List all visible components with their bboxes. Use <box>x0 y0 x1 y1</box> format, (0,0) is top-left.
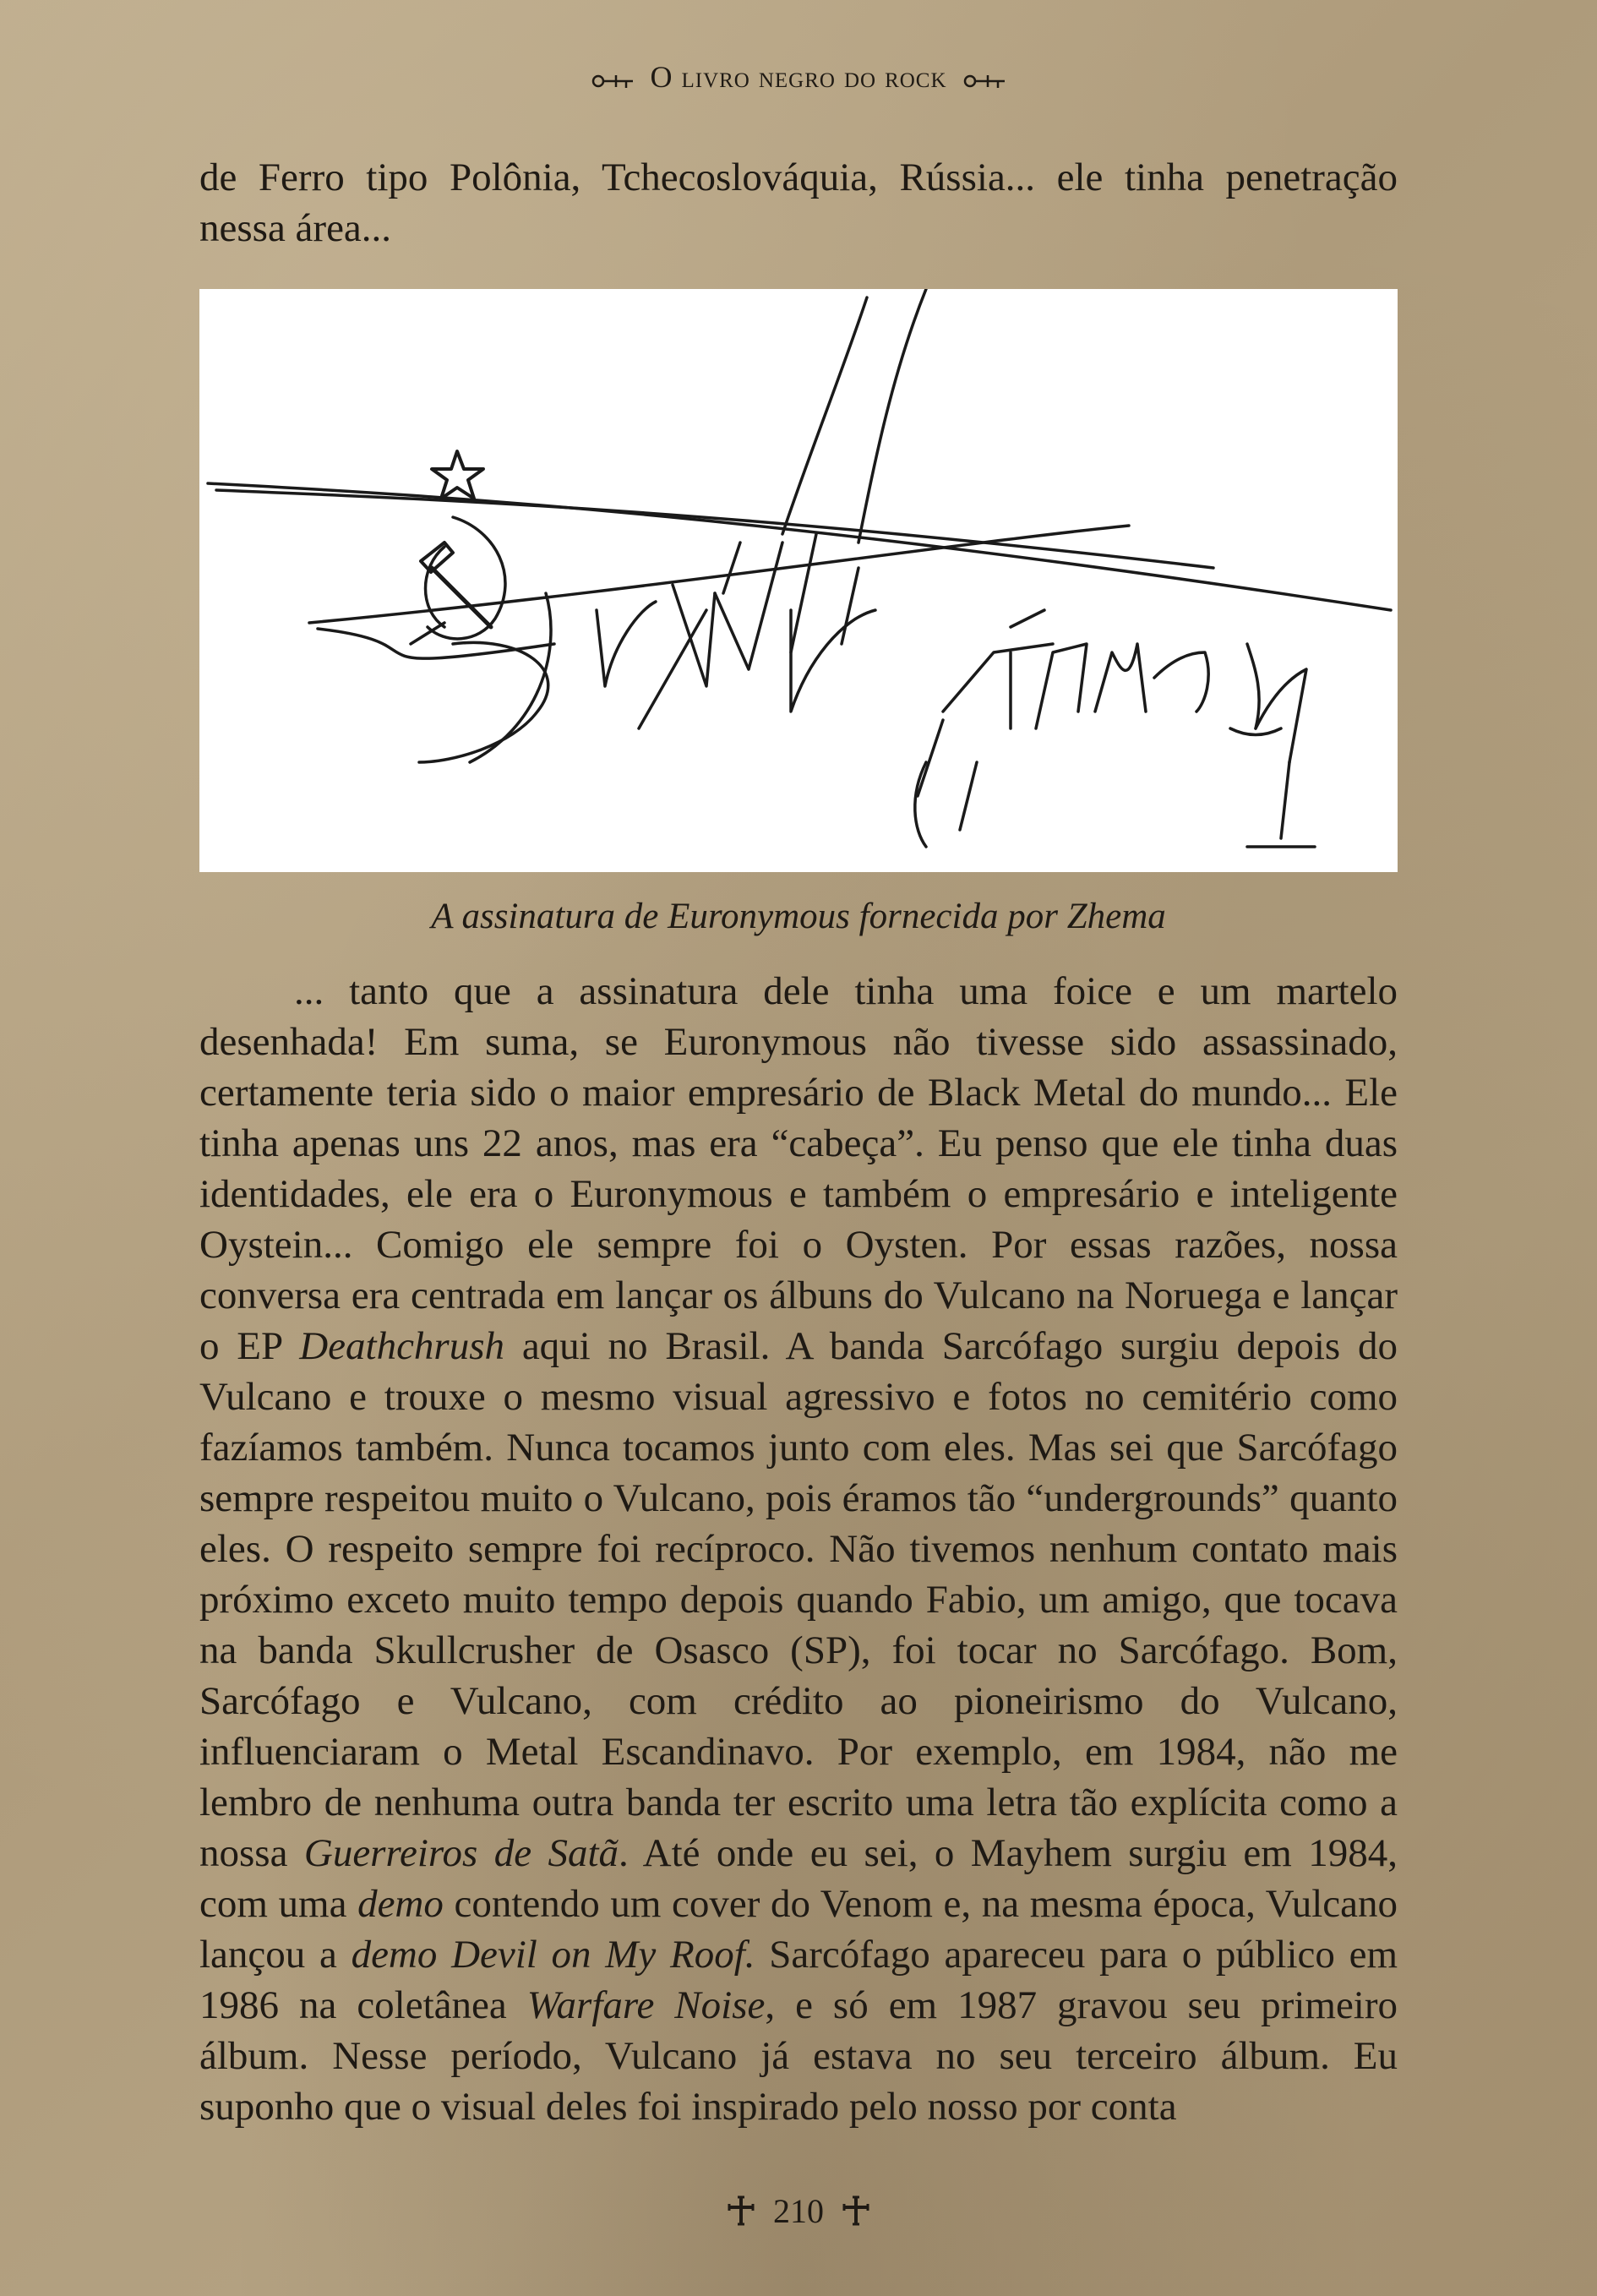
header-title: O livro negro do rock <box>650 60 947 94</box>
emphasis-title: Deathchrush <box>299 1324 505 1368</box>
text-segment: , e só em 1987 gravou seu primeiro álbum. Nesse período, Vulcano já estava no seu terceiro álbum. Eu suponho que o visual deles foi inspirado pelo nosso por conta <box>199 1983 1398 2129</box>
cross-icon <box>841 2195 871 2234</box>
text-segment: aqui no Brasil. A banda Sarcófago surgiu depois do Vulcano e trouxe o mesmo visual agressivo e fotos no cemitério como fazíamos também. Nunca tocamos junto com eles. Mas sei que Sarcófago sempre respeitou muito o Vulcano, pois éramos tão “undergrounds” quanto eles. O respeito sempre foi recíproco. Não tivemos nenhum contato mais próximo exceto muito tempo depois quando Fabio, um amigo, que tocava na banda Skullcrusher de Osasco (SP), foi tocar no Sarcófago. Bom, Sarcófago e Vulcano, com crédito ao pioneirismo do Vulcano, influenciaram o Metal Escandinavo. Por exemplo, em 1984, não me lembro de nenhuma outra banda ter escrito uma letra tão explícita como a nossa <box>199 1324 1398 1875</box>
emphasis-title: Guerreiros de Satã <box>303 1831 619 1875</box>
signature-drawing <box>199 289 1398 872</box>
running-header <box>0 59 1597 98</box>
signature-image <box>199 289 1398 872</box>
cross-icon <box>726 2195 756 2234</box>
emphasis-title: demo Devil on My Roof. <box>351 1933 755 1977</box>
emphasis-term: demo <box>357 1882 444 1926</box>
text-segment: Sarcófago apareceu para o público em 1986 na coletânea <box>199 1933 1398 2027</box>
text-segment: ... tanto que a assinatura dele tinha uma foice e um martelo desenhada! Em suma, se Euronymous não tivesse sido assassinado, certamente teria sido o maior empresário de Black Metal do mundo... Ele tinha apenas uns 22 anos, mas era “cabeça”. Eu penso que ele tinha duas identidades, ele era o Euronymous e também o empresário e inteligente Oystein... Comigo ele sempre foi o Oysten. Por essas razões, nossa conversa era centrada em lançar os álbuns do Vulcano na Noruega e lançar o EP <box>199 969 1398 1368</box>
key-ornament-icon <box>591 63 635 98</box>
figure-caption: A assinatura de Euronymous fornecida por Zhema <box>431 897 1166 936</box>
key-ornament-icon <box>962 63 1006 98</box>
emphasis-title: Warfare Noise <box>526 1983 766 2027</box>
page-footer <box>0 2191 1597 2234</box>
paragraph-top: de Ferro tipo Polônia, Tchecoslováquia, Rússia... ele tinha penetração nessa área... <box>199 155 1398 250</box>
text-segment: . Até onde eu sei, o Mayhem surgiu em 1984, com uma <box>199 1831 1398 1926</box>
page-number: 210 <box>773 2192 824 2230</box>
text-segment: contendo um cover do Venom e, na mesma época, Vulcano lançou a <box>199 1882 1398 1977</box>
paragraph-main <box>199 966 1398 2132</box>
